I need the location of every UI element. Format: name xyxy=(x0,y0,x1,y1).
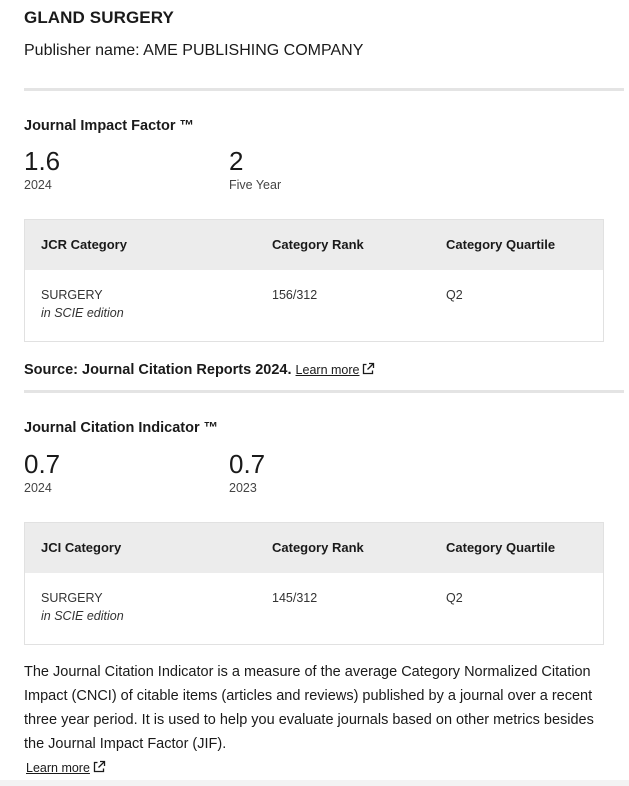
jci-previous-year-label: 2023 xyxy=(229,481,257,495)
learn-more-link[interactable] xyxy=(26,760,106,775)
category-edition: in SCIE edition xyxy=(41,306,124,320)
table-row xyxy=(25,573,603,644)
jif-section-title: Journal Impact Factor ™ xyxy=(24,118,195,134)
jci-value: 0.7 xyxy=(24,449,61,479)
section-divider xyxy=(24,390,624,393)
table-header xyxy=(25,523,603,573)
category-name: SURGERY xyxy=(41,288,103,302)
jif-value: 1.6 xyxy=(24,146,61,176)
category-rank-cell: 156/312 xyxy=(272,288,318,302)
learn-more-label: Learn more xyxy=(295,363,360,377)
jif-year-label: 2024 xyxy=(24,178,52,192)
jci-category-table xyxy=(24,522,604,645)
category-edition: in SCIE edition xyxy=(41,609,124,623)
jci-section-title: Journal Citation Indicator ™ xyxy=(24,420,219,436)
jif-metric-current xyxy=(24,146,60,192)
jci-metric-current xyxy=(24,449,60,495)
source-text: Source: Journal Citation Reports 2024. xyxy=(24,362,292,378)
jci-description: The Journal Citation Indicator is a measure of the average Category Normalized Citation Impact (CNCI) of citable items (articles and reviews) published by a journal over a recent three year period. It is used to help you evaluate journals based on other metrics besides the Journal Impact Factor (JIF). xyxy=(24,664,594,752)
publisher-name: Publisher name: AME PUBLISHING COMPANY xyxy=(24,42,364,59)
header-category-quartile: Category Quartile xyxy=(446,540,556,555)
jif-five-year-value: 2 xyxy=(229,146,244,176)
external-link-icon xyxy=(361,362,375,376)
header-jcr-category: JCR Category xyxy=(41,237,127,252)
table-header xyxy=(25,220,603,270)
header-category-quartile: Category Quartile xyxy=(446,237,556,252)
table-row xyxy=(25,270,603,341)
category-rank-cell: 145/312 xyxy=(272,591,318,605)
learn-more-link[interactable] xyxy=(296,363,376,377)
page-bottom-edge xyxy=(0,780,629,786)
jci-metric-previous xyxy=(229,449,265,495)
category-cell xyxy=(41,288,124,320)
header-jci-category: JCI Category xyxy=(41,540,122,555)
source-line xyxy=(24,362,375,378)
jif-five-year-label: Five Year xyxy=(229,178,282,192)
external-link-icon xyxy=(92,760,106,774)
jif-metric-five-year xyxy=(229,146,281,192)
category-cell xyxy=(41,591,124,623)
jci-year-label: 2024 xyxy=(24,481,52,495)
header-category-rank: Category Rank xyxy=(272,540,364,555)
learn-more-label: Learn more xyxy=(26,761,90,775)
category-name: SURGERY xyxy=(41,591,103,605)
category-quartile-cell: Q2 xyxy=(446,591,463,605)
category-quartile-cell: Q2 xyxy=(446,288,463,302)
header-category-rank: Category Rank xyxy=(272,237,364,252)
jcr-category-table xyxy=(24,219,604,342)
section-divider xyxy=(24,88,624,91)
journal-title: GLAND SURGERY xyxy=(24,8,174,27)
jci-previous-value: 0.7 xyxy=(229,449,266,479)
